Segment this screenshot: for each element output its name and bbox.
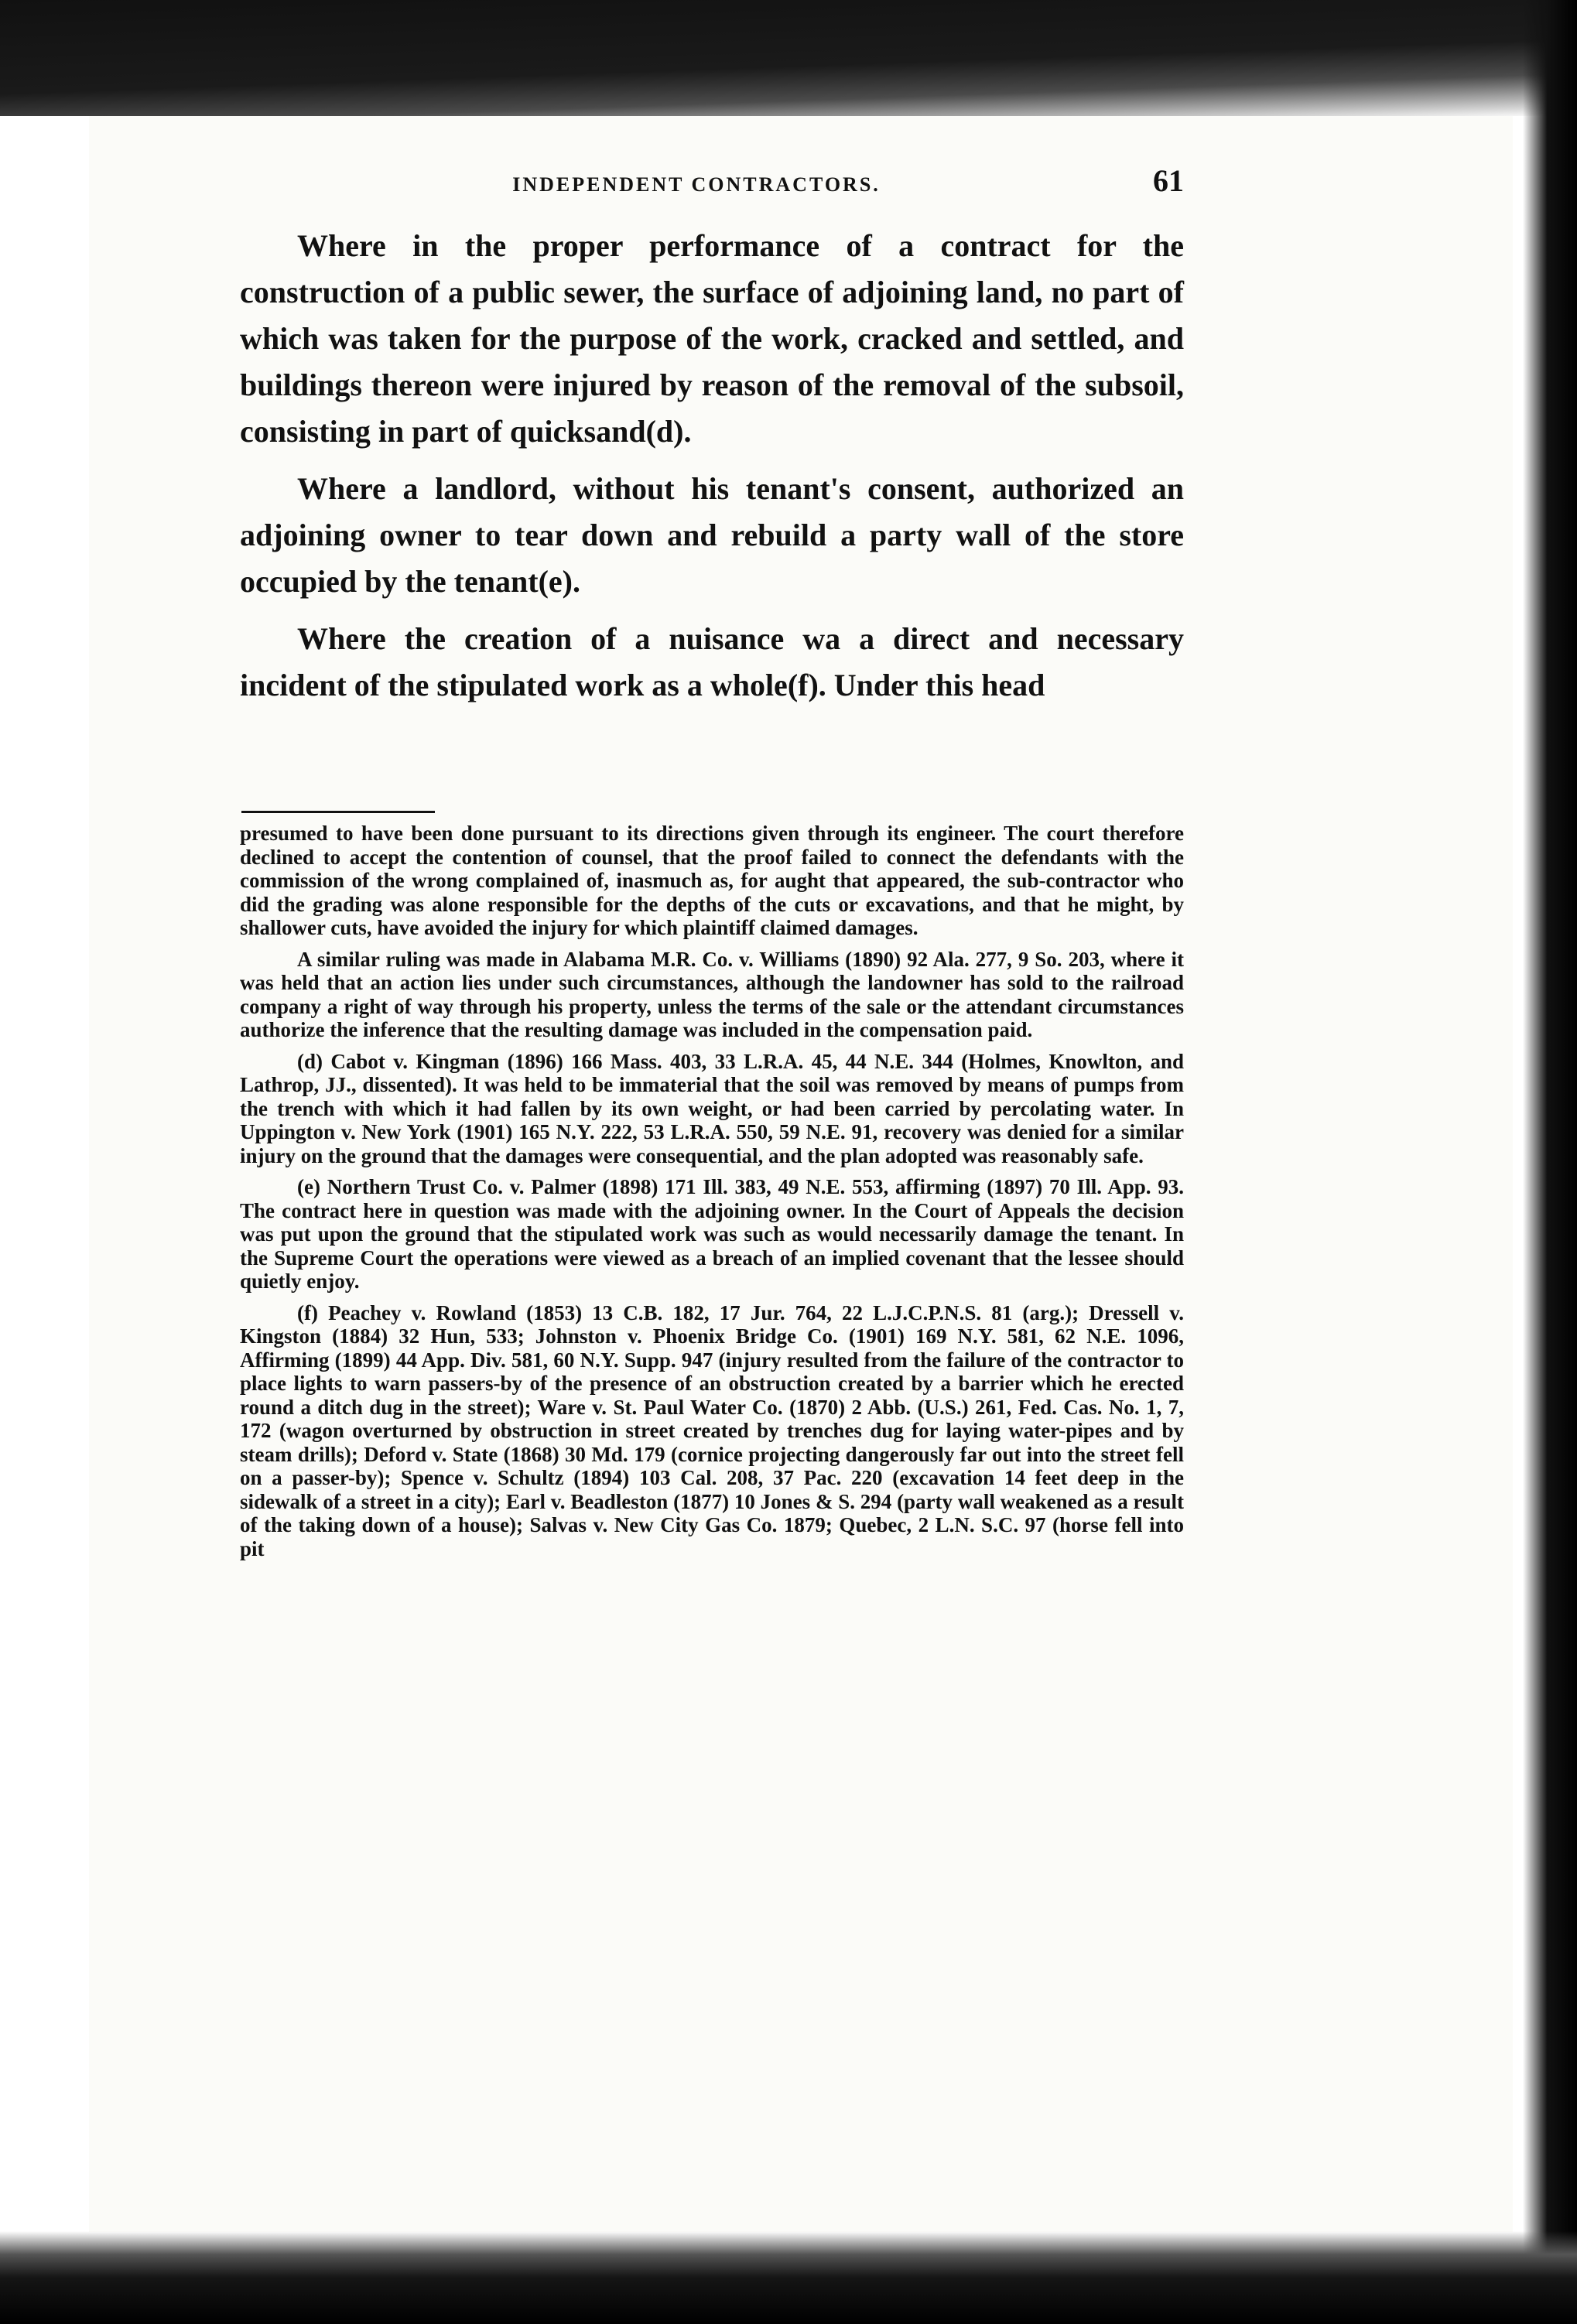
body-paragraph: Where the creation of a nuisance wa a direct and necessary incident of the stipulated work as a whole(f). Under this head (240, 621, 1184, 702)
scan-border-top (0, 0, 1577, 116)
footnote-d: (d) Cabot v. Kingman (1896) 166 Mass. 403, 33 L.R.A. 45, 44 N.E. 344 (Holmes, Knowlton, and Lathrop, JJ., dissented). It was held to be immaterial that the soil was removed by means of pumps from the trench with which it had fallen by its own weight, or had been carried by percolating water. In Uppington v. New York (1901) 165 N.Y. 222, 53 L.R.A. 550, 59 N.E. 91, recovery was denied for a similar injury on the ground that the damages were consequential, and the plan adopted was reasonably safe. (240, 1049, 1184, 1167)
footnote-separator (241, 811, 435, 813)
scan-border-right (1523, 0, 1577, 2324)
page-header (240, 162, 1184, 199)
body-paragraph: Where in the proper performance of a contract for the construction of a public sewer, the surface of adjoining land, no part of which was taken for the purpose of the work, cracked and settled, and buildings thereon were injured by reason of the removal of the subsoil, consisting in part of quicksand(d). (240, 228, 1184, 449)
footnote-paragraph: A similar ruling was made in Alabama M.R. Co. v. Williams (1890) 92 Ala. 277, 9 So. 203, where it was held that an action lies under such circumstances, although the landowner has sold to the railroad company a right of way through his property, unless the terms of the sale or the attendant circumstances authorize the inference that the resulting damage was included in the compensation paid. (240, 947, 1184, 1041)
footnotes (240, 822, 1184, 1568)
footnote-continuation: presumed to have been done pursuant to its directions given through its engineer. The court therefore declined to accept the contention of counsel, that the proof failed to connect the defendants with the commission of the wrong complained of, inasmuch as, for aught that appeared, the sub-contractor who did the grading was alone responsible for the depths of the cuts or excavations, and that he might, by shallower cuts, have avoided the injury for which plaintiff claimed damages. (240, 822, 1184, 939)
footnote-e: (e) Northern Trust Co. v. Palmer (1898) 171 Ill. 383, 49 N.E. 553, affirming (1897) 70 Ill. App. 93. The contract here in question was made with the adjoining owner. In the Court of Appeals the decision was put upon the ground that the stipulated work was such as would necessarily damage the tenant. In the Supreme Court the operations were viewed as a breach of an implied covenant that the lessee should quietly enjoy. (240, 1175, 1184, 1293)
body-text (240, 223, 1184, 719)
body-paragraph: Where a landlord, without his tenant's consent, authorized an adjoining owner to tear down and rebuild a party wall of the store occupied by the tenant(e). (240, 471, 1184, 599)
page-number: 61 (1153, 163, 1184, 198)
running-head: INDEPENDENT CONTRACTORS. (512, 173, 881, 196)
scan-border-bottom (0, 2231, 1577, 2324)
footnote-f: (f) Peachey v. Rowland (1853) 13 C.B. 182, 17 Jur. 764, 22 L.J.C.P.N.S. 81 (arg.); Dressell v. Kingston (1884) 32 Hun, 533; Johnston v. Phoenix Bridge Co. (1901) 169 N.Y. 581, 62 N.E. 1096, Affirming (1899) 44 App. Div. 581, 60 N.Y. Supp. 947 (injury resulted from the failure of the contractor to place lights to warn passers-by of the presence of an obstruction created by a barrier which he erected round a ditch dug in the street); Ware v. St. Paul Water Co. (1870) 2 Abb. (U.S.) 261, Fed. Cas. No. 1, 7, 172 (wagon overturned by obstruction in street created by trenches dug for laying water-pipes and by steam drills); Deford v. State (1868) 30 Md. 179 (cornice projecting dangerously far out into the street fell on a passer-by); Spence v. Schultz (1894) 103 Cal. 208, 37 Pac. 220 (excavation 14 feet deep in the sidewalk of a street in a city); Earl v. Beadleston (1877) 10 Jones & S. 294 (party wall weakened as a result of the taking down of a house); Salvas v. New City Gas Co. 1879; Quebec, 2 L.N. S.C. 97 (horse fell into pit (240, 1300, 1184, 1560)
